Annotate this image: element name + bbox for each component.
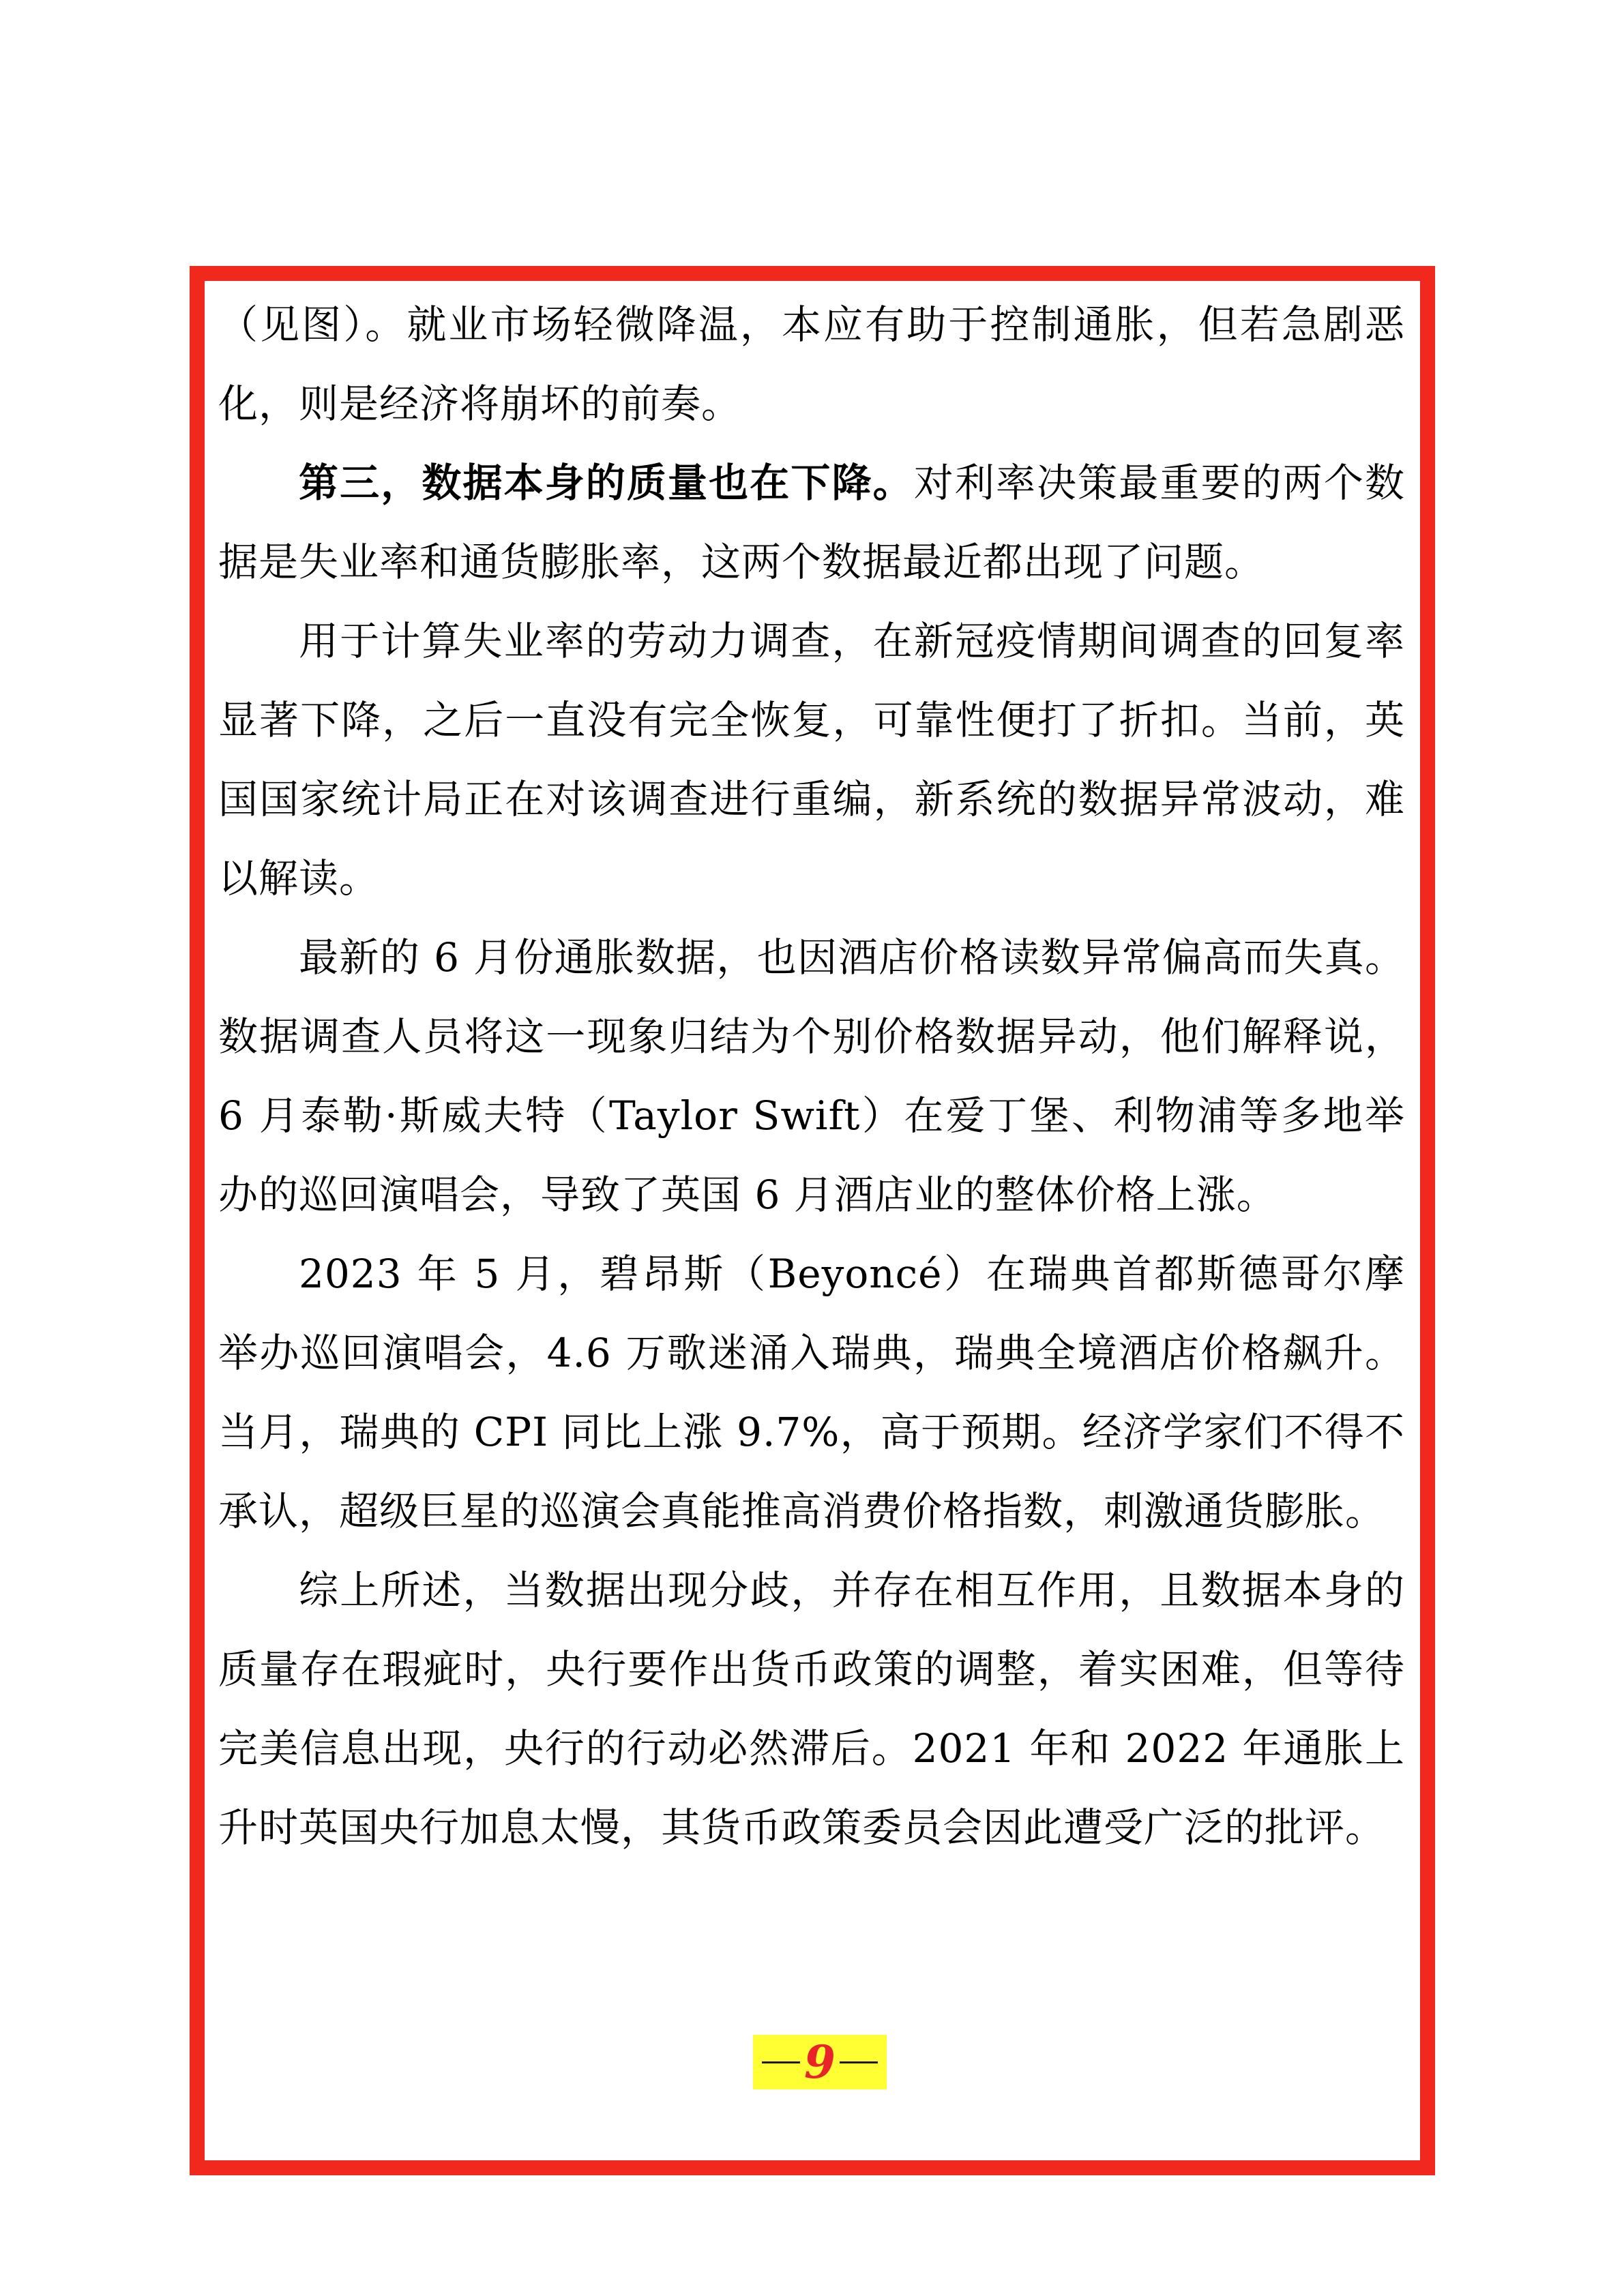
paragraph-5-text: 2023 年 5 月，碧昂斯（Beyoncé）在瑞典首都斯德哥尔摩举办巡回演唱会，4.6 万歌迷涌入瑞典，瑞典全境酒店价格飙升。当月，瑞典的 CPI 同比上涨 9.7%，高于预期。经济学家们不得不承认，超级巨星的巡演会真能推高消费价格指数，刺激通货膨胀。 [218,1251,1405,1534]
page-number-left-dash [762,2061,800,2063]
paragraph-6 [218,1551,1405,1867]
paragraph-2-text: 对利率决策最重要的两个数据是失业率和通货膨胀率，这两个数据最近都出现了问题。 [218,460,1405,585]
paragraph-4 [218,918,1405,1234]
page-number-badge [753,2035,887,2089]
paragraph-5 [218,1234,1405,1551]
paragraph-4-text: 最新的 6 月份通胀数据，也因酒店价格读数异常偏高而失真。数据调查人员将这一现象归结为个别价格数据异动，他们解释说，6 月泰勒·斯威夫特（Taylor Swift）在爱丁堡、利物浦等多地举办的巡回演唱会，导致了英国 6 月酒店业的整体价格上涨。 [218,934,1405,1218]
paragraph-6-text: 综上所述，当数据出现分歧，并存在相互作用，且数据本身的质量存在瑕疵时，央行要作出货币政策的调整，着实困难，但等待完美信息出现，央行的行动必然滞后。2021 年和 2022 年通胀上升时英国央行加息太慢，其货币政策委员会因此遭受广泛的批评。 [218,1567,1405,1851]
paragraph-3-text: 用于计算失业率的劳动力调查，在新冠疫情期间调查的回复率显著下降，之后一直没有完全恢复，可靠性便打了折扣。当前，英国国家统计局正在对该调查进行重编，新系统的数据异常波动，难以解读。 [218,618,1405,901]
paragraph-1-text: （见图）。就业市场轻微降温，本应有助于控制通胀，但若急剧恶化，则是经济将崩坏的前奏。 [218,301,1405,427]
paragraph-1 [218,285,1405,443]
article-body [218,285,1405,1867]
paragraph-2-lead-heading: 第三，数据本身的质量也在下降。 [299,460,914,506]
paragraph-2 [218,443,1405,601]
page-number: 9 [804,2036,836,2089]
paragraph-3 [218,601,1405,918]
page-number-right-dash [840,2061,878,2063]
